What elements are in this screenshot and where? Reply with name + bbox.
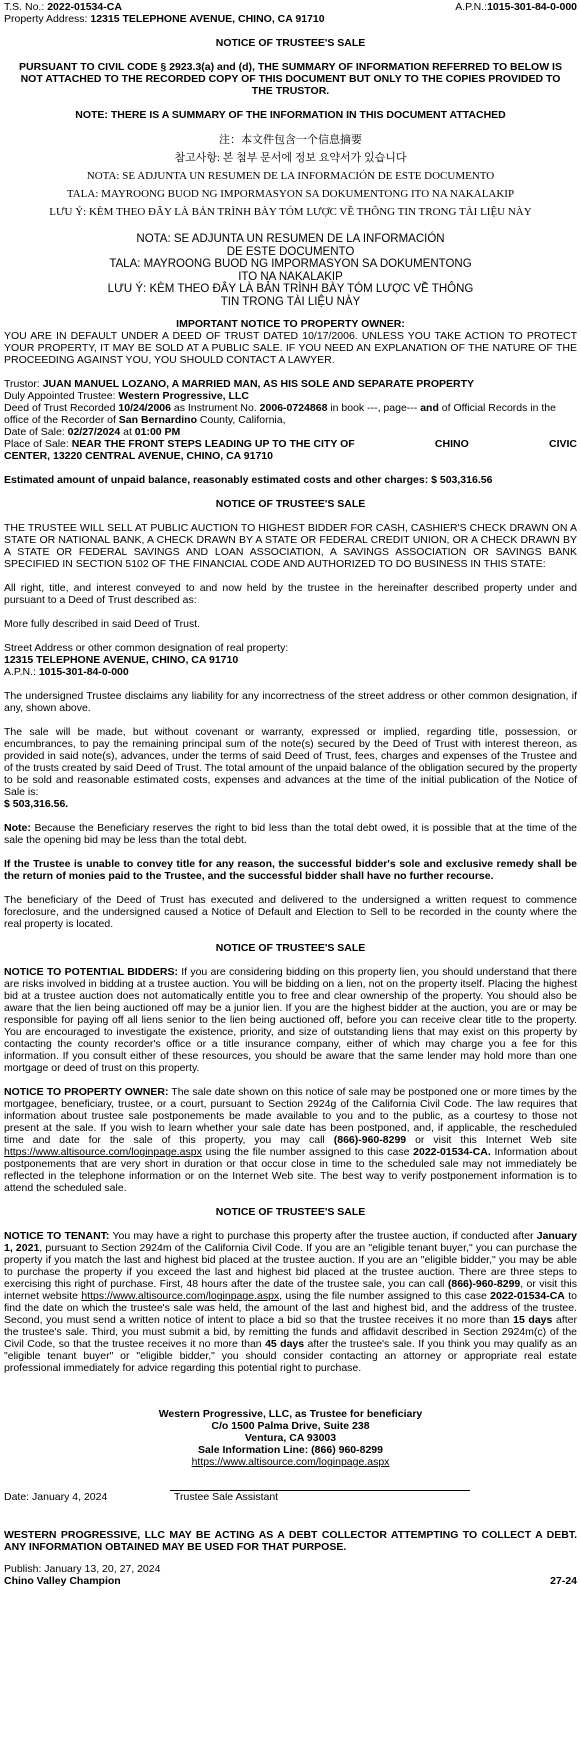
translation-line: DE ESTE DOCUMENTO <box>226 245 355 258</box>
date-line: Date: January 4, 2024 <box>4 1491 108 1503</box>
bidders-paragraph: NOTICE TO POTENTIAL BIDDERS: If you are considering bidding on this property lien, you should understand that there are risks involved in bidding at a trustee auction. You will be bidding on a lien, not on the property itself. Placing the highest bid at a trustee auction does not automatically entitle you to free and clear ownership of the property. You should also be aware that the lien being auctioned off may be a junior lien. If you are the highest bidder at the auction, you are or may be responsible for paying off all liens senior to the lien being auctioned off, before you can receive clear title to the property. You are encouraged to investigate the existence, priority, and size of outstanding liens that may exist on this property by contacting the county recorder's office or a title insurance company, either of which may charge you a fee for this information. If you consult either of these resources, you should be aware that the same lender may hold more than one mortgage or deed of trust on this property. <box>4 966 577 1074</box>
header-row <box>4 1 577 13</box>
translation-tagalog: TALA: MAYROONG BUOD NG IMPORMASYON SA DOKUMENTONG ITO NA NAKALAKIP <box>66 188 515 200</box>
translation-spanish: NOTA: SE ADJUNTA UN RESUMEN DE LA INFORMACIÓN DE ESTE DOCUMENTO <box>86 170 495 182</box>
signature-line-2: C/o 1500 Palma Drive, Suite 238 <box>211 1420 370 1432</box>
title-3: NOTICE OF TRUSTEE'S SALE <box>215 942 366 954</box>
translation-line: TIN TRONG TÀI LIỆU NÀY <box>220 295 361 308</box>
signature-rule-area <box>4 1490 577 1503</box>
unable-convey-text: If the Trustee is unable to convey title for any reason, the successful bidder's sole and exclusive remedy shall be the return of monies paid to the Trustee, and the successful bidder shall have no further recourse. <box>4 858 577 882</box>
street-value: 12315 TELEPHONE AVENUE, CHINO, CA 91710 <box>4 654 239 666</box>
right-title-text: All right, title, and interest conveyed to and now held by the trustee in the hereinafter described property under and pursuant to a Deed of Trust described as: <box>4 582 577 606</box>
signature-block <box>4 1408 577 1468</box>
date-row <box>4 1491 577 1503</box>
owner-notice-text: YOU ARE IN DEFAULT UNDER A DEED OF TRUST DATED 10/17/2006. UNLESS YOU TAKE ACTION TO PROTECT YOUR PROPERTY, IT MAY BE SOLD AT A PUBLIC SALE. IF YOU NEED AN EXPLANATION OF THE NATURE OF THE PROCEEDING AGAINST YOU, YOU SHOULD CONTACT A LAWYER. <box>4 330 577 366</box>
apn-number: A.P.N.:1015-301-84-0-000 <box>455 1 577 13</box>
disclaim-text: The undersigned Trustee disclaims any liability for any incorrectness of the street address or other common designation, if any, shown above. <box>4 690 577 714</box>
owner-notice-title: IMPORTANT NOTICE TO PROPERTY OWNER: <box>176 318 405 330</box>
sale-amount: $ 503,316.56. <box>4 798 69 810</box>
signature-line-1: Western Progressive, LLC, as Trustee for beneficiary <box>158 1408 423 1420</box>
tenant-paragraph: NOTICE TO TENANT: You may have a right to purchase this property after the trustee auction, if conducted after January 1, 2021, pursuant to Section 2924m of the California Civil Code. If you are an "eligible tenant buyer," you can purchase the property if you match the last and highest bid placed at the trustee auction. If you are an "eligible bidder," you may be able to purchase the property if you exceed the last and highest bid placed at the trustee auction. There are three steps to exercising this right of purchase. First, 48 hours after the date of the trustee sale, you can call (866)-960-8299, or visit this internet website https://www.altisource.com/loginpage.aspx, using the file number assigned to this case 2022-01534-CA to find the date on which the trustee's sale was held, the amount of the last and highest bid, and the address of the trustee. Second, you must send a written notice of intent to place a bid so that the trustee receives it no more than 15 days after the trustee's sale. Third, you must submit a bid, by remitting the funds and affidavit described in Section 2924m(c) of the Civil Code, so that the trustee receives it no more than 45 days after the trustee's sale. If you think you may qualify as an "eligible tenant buyer" or "eligible bidder," you should consider contacting an attorney or appropriate real estate professional immediately for advice regarding this potential right to purchase. <box>4 1230 578 1374</box>
owner2-paragraph: NOTICE TO PROPERTY OWNER: The sale date shown on this notice of sale may be postponed one or more times by the mortgagee, beneficiary, trustee, or a court, pursuant to Section 2924g of the California Civil Code. The law requires that information about trustee sale postponements be made available to you and to the public, as a courtesy to those not present at the sale. If you wish to learn whether your sale date has been postponed, and, if applicable, the rescheduled time and date for the sale of this property, you may call (866)-960-8299 or visit this Internet Web site https://www.altisource.com/loginpage.aspx using the file number assigned to this case 2022-01534-CA. Information about postponements that are very short in duration or that occur close in time to the scheduled sale may not immediately be reflected in the telephone information or on the Internet Web site. The best way to verify postponement information is to attend the scheduled sale. <box>4 1086 578 1194</box>
civil-code-notice: PURSUANT TO CIVIL CODE § 2923.3(a) and (d), THE SUMMARY OF INFORMATION REFERRED TO BELOW IS NOT ATTACHED TO THE RECORDED COPY OF THIS DOCUMENT BUT ONLY TO THE COPIES PROVIDED TO THE TRUSTOR. <box>19 61 562 97</box>
summary-note: NOTE: THERE IS A SUMMARY OF THE INFORMATION IN THIS DOCUMENT ATTACHED <box>75 109 506 121</box>
more-fully-text: More fully described in said Deed of Trust. <box>4 618 201 630</box>
sale-made-text: The sale will be made, but without covenant or warranty, expressed or implied, regarding title, possession, or encumbrances, to pay the remaining principal sum of the note(s) secured by the Deed of Trust with interest thereon, as provided in said note(s), advances, under the terms of said Deed of Trust, fees, charges and expenses of the Trustee and of the trusts created by said Deed of Trust. The total amount of the unpaid balance of the obligation secured by the property to be sold and reasonable estimated costs, expenses and advances at the time of the initial publication of the Notice of Sale is: <box>4 726 577 798</box>
signature-line-4: Sale Information Line: (866) 960-8299 <box>198 1444 383 1456</box>
note-paragraph: Note: Because the Beneficiary reserves the right to bid less than the total debt owed, it is possible that at the time of the sale the opening bid may be less than the total debt. <box>4 822 577 846</box>
deed-line: Deed of Trust Recorded 10/24/2006 as Instrument No. 2006-0724868 in book ---, page--- and of Official Records in the office of the Recorder of San Bernardino County, California, <box>4 402 556 426</box>
signature-url[interactable]: https://www.altisource.com/loginpage.aspx <box>191 1456 390 1468</box>
place-of-sale-line-2: CENTER, 13220 CENTRAL AVENUE, CHINO, CA 91710 <box>4 450 273 462</box>
altisource-link[interactable]: https://www.altisource.com/loginpage.aspx <box>81 1290 280 1302</box>
translations-sans <box>4 233 577 308</box>
trustor-line: Trustor: JUAN MANUEL LOZANO, A MARRIED MAN, AS HIS SOLE AND SEPARATE PROPERTY <box>4 378 475 390</box>
debt-collector-notice: WESTERN PROGRESSIVE, LLC MAY BE ACTING AS A DEBT COLLECTOR ATTEMPTING TO COLLECT A DEBT. ANY INFORMATION OBTAINED MAY BE USED FOR THAT PURPOSE. <box>4 1529 577 1553</box>
signature-line-3: Ventura, CA 93003 <box>244 1432 337 1444</box>
title-2: NOTICE OF TRUSTEE'S SALE <box>215 498 366 510</box>
title-4: NOTICE OF TRUSTEE'S SALE <box>215 1206 366 1218</box>
translation-korean: 참고사항: 본 첨부 문서에 정보 요약서가 있습니다 <box>174 152 407 164</box>
footer-row <box>4 1575 577 1587</box>
street-label: Street Address or other common designation of real property: <box>4 642 289 654</box>
apn-line: A.P.N.: 1015-301-84-0-000 <box>4 666 129 678</box>
page-code: 27-24 <box>550 1575 577 1587</box>
trustee-line: Duly Appointed Trustee: Western Progressive, LLC <box>4 390 249 402</box>
translations-serif <box>4 133 577 219</box>
translation-line: LƯU Ý: KÈM THEO ĐÂY LÀ BẢN TRÌNH BÀY TÓM LƯỢC VỀ THÔNG <box>107 283 474 295</box>
title-1: NOTICE OF TRUSTEE'S SALE <box>215 37 366 49</box>
estimated-amount: Estimated amount of unpaid balance, reasonably estimated costs and other charges: $ 503,316.56 <box>4 474 493 486</box>
property-address: Property Address: 12315 TELEPHONE AVENUE, CHINO, CA 91710 <box>4 13 325 25</box>
altisource-link[interactable]: https://www.altisource.com/loginpage.aspx <box>4 1146 202 1158</box>
trustor-block <box>4 378 577 462</box>
trustee-assistant: Trustee Sale Assistant <box>174 1491 279 1503</box>
publication-name: Chino Valley Champion <box>4 1575 121 1587</box>
translation-line: ITO NA NAKALAKIP <box>238 270 343 283</box>
publish-line: Publish: January 13, 20, 27, 2024 <box>4 1563 161 1575</box>
translation-chinese: 注：本文件包含一个信息摘要 <box>219 134 362 146</box>
translation-line: NOTA: SE ADJUNTA UN RESUMEN DE LA INFORMACIÓN <box>136 233 445 245</box>
place-of-sale-line: Place of Sale: NEAR THE FRONT STEPS LEADING UP TO THE CITY OF CHINO CIVIC <box>4 438 577 450</box>
auction-text: THE TRUSTEE WILL SELL AT PUBLIC AUCTION TO HIGHEST BIDDER FOR CASH, CASHIER'S CHECK DRAWN ON A STATE OR NATIONAL BANK, A CHECK DRAWN BY A STATE OR FEDERAL CREDIT UNION, OR A CHECK DRAWN BY A STATE OR FEDERAL SAVINGS AND LOAN ASSOCIATION, A SAVINGS ASSOCIATION OR SAVINGS BANK SPECIFIED IN SECTION 5102 OF THE FINANCIAL CODE AND AUTHORIZED TO DO BUSINESS IN THIS STATE: <box>4 522 577 570</box>
ts-number: T.S. No.: 2022-01534-CA <box>4 1 122 13</box>
sale-date-line: Date of Sale: 02/27/2024 at 01:00 PM <box>4 426 181 438</box>
translation-vietnamese: LƯU Ý: KÈM THEO ĐÂY LÀ BẢN TRÌNH BÀY TÓM LƯỢC VỀ THÔNG TIN TRONG TÀI LIỆU NÀY <box>49 206 532 218</box>
street-block <box>4 642 577 678</box>
beneficiary-text: The beneficiary of the Deed of Trust has executed and delivered to the undersigned a written request to commence foreclosure, and the undersigned caused a Notice of Default and Election to Sell to be recorded in the county where the real property is located. <box>4 894 577 930</box>
translation-line: TALA: MAYROONG BUOD NG IMPORMASYON SA DOKUMENTONG <box>109 258 472 270</box>
